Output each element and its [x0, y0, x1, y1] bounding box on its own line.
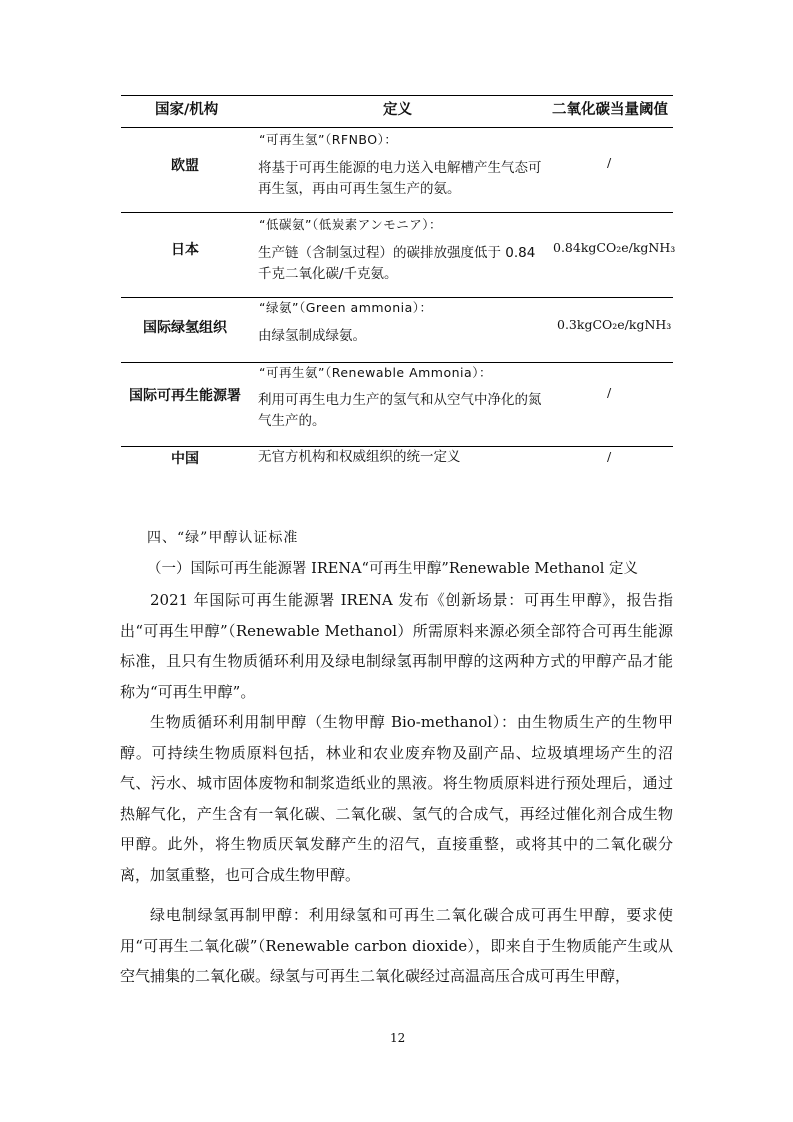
header-country: 国家/机构: [155, 102, 219, 118]
table-row: [121, 128, 673, 212]
country-name: 国际可再生能源署: [129, 388, 241, 404]
country-name: 国际绿氢组织: [143, 320, 227, 336]
threshold-value: 0.3kgCO₂e/kgNH₃: [557, 317, 672, 332]
threshold-value: /: [607, 385, 612, 400]
table-row: [121, 213, 676, 297]
country-name: 日本: [171, 242, 199, 258]
definition-body: 无官方机构和权威组织的统一定义: [258, 449, 461, 465]
threshold-value: /: [607, 155, 612, 170]
paragraph: 2021 年国际可再生能源署 IRENA 发布《创新场景：可再生甲醇》，报告指出“可再生甲醇”（Renewable Methanol）所需原料来源必须全部符合可再生能源标准，且只有生物质循环利用及绿电制绿氢再制甲醇的这两种方式的甲醇产品才能称为“可再生甲醇”。: [120, 591, 673, 701]
header-threshold: 二氧化碳当量阈值: [552, 102, 668, 118]
definition-title: “绿氨”（Green ammonia）：: [259, 300, 433, 315]
definition-body: 由绿氢制成绿氨。: [258, 328, 366, 344]
country-name: 中国: [171, 451, 199, 467]
table-row: [121, 363, 673, 446]
definition-body: 将基于可再生能源的电力送入电解槽产生气态可再生氢，再由可再生氢生产的氨。: [258, 160, 542, 197]
definition-title: “低碳氨”（低炭素アンモニア）：: [259, 217, 442, 232]
paragraph: 生物质循环利用制甲醇（生物甲醇 Bio-methanol）：由生物质生产的生物甲醇。可持续生物质原料包括，林业和农业废弃物及副产品、垃圾填埋场产生的沼气、污水、城市固体废物和制浆造纸业的黑液。将生物质原料进行预处理后，通过热解气化，产生含有一氧化碳、二氧化碳、氢气的合成气，再经过催化剂合成生物甲醇。此外，将生物质厌氧发酵产生的沼气，直接重整，或将其中的二氧化碳分离，加氢重整，也可合成生物甲醇。: [120, 713, 673, 884]
section-subheading: （一）国际可再生能源署 IRENA“可再生甲醇”Renewable Methanol 定义: [147, 561, 638, 577]
threshold-value: /: [607, 449, 612, 464]
header-definition: 定义: [383, 102, 412, 118]
country-name: 欧盟: [171, 158, 199, 174]
table-top-rule: [121, 95, 673, 96]
table-row: [121, 447, 673, 471]
definition-title: “可再生氢”（RFNBO）：: [259, 132, 398, 147]
paragraph: 绿电制绿氢再制甲醇：利用绿氢和可再生二氧化碳合成可再生甲醇，要求使用“可再生二氧化碳”（Renewable carbon dioxide），即来自于生物质能产生或从空气捕集的二氧化碳。绿氢与可再生二氧化碳经过高温高压合成可再生甲醇，: [120, 906, 673, 985]
definition-title: “可再生氨”（Renewable Ammonia）：: [259, 365, 492, 380]
threshold-value: 0.84kgCO₂e/kgNH₃: [553, 240, 676, 255]
section-heading: 四、“绿”甲醇认证标准: [147, 530, 299, 546]
page-number: 12: [390, 1031, 406, 1045]
table-row: [121, 298, 673, 362]
definition-body: 利用可再生电力生产的氢气和从空气中净化的氮气生产的。: [258, 392, 542, 429]
definition-body: 生产链（含制氢过程）的碳排放强度低于 0.84 千克二氧化碳/千克氨。: [258, 245, 536, 282]
